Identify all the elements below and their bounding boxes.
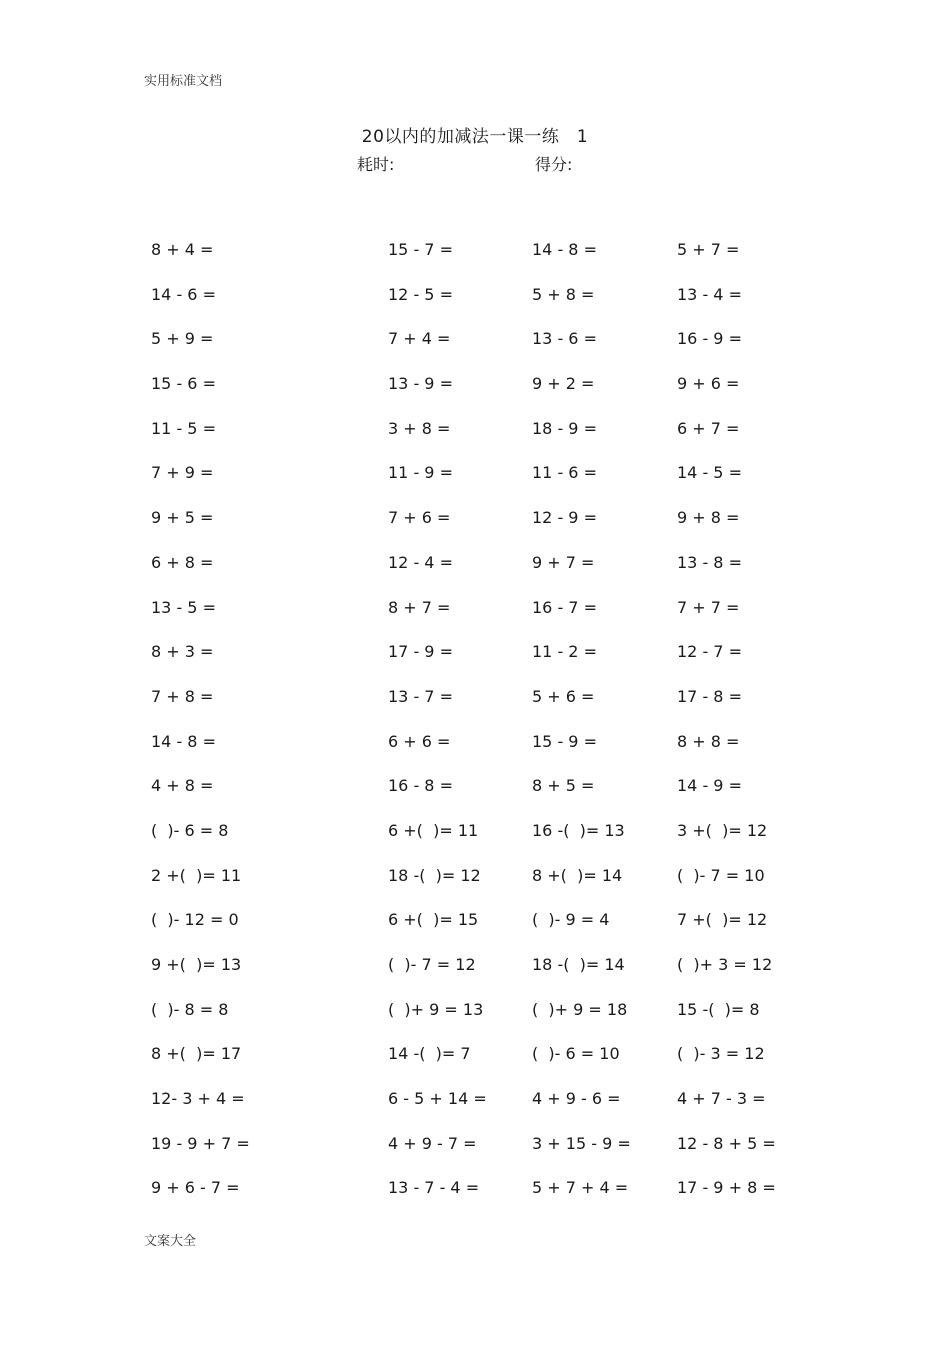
problem-row: [0, 463, 950, 508]
problem-item: ( )+ 3 = 12: [677, 955, 773, 974]
problem-item: 6 + 7 =: [677, 418, 740, 438]
problem-item: 5 + 9 =: [151, 329, 214, 349]
problem-item: ( )- 6 = 8: [151, 820, 229, 840]
problem-row: [0, 1044, 950, 1089]
problem-item: 14 - 8 =: [151, 731, 216, 751]
problem-item: 4 + 8 =: [151, 776, 214, 796]
problem-item: ( )- 8 = 8: [151, 999, 229, 1019]
problem-item: 8 +( )= 17: [151, 1044, 242, 1064]
problem-row: [0, 732, 950, 777]
problem-row: [0, 866, 950, 911]
problem-item: 3 + 8 =: [388, 418, 451, 438]
problem-item: 9 + 5 =: [151, 508, 214, 528]
problem-item: ( )+ 9 = 13: [388, 999, 484, 1019]
problem-item: 11 - 2 =: [532, 642, 597, 662]
problem-item: 6 - 5 + 14 =: [388, 1089, 487, 1109]
problem-item: 9 + 2 =: [532, 374, 595, 394]
problem-item: 9 + 8 =: [677, 508, 740, 528]
problem-item: 13 - 9 =: [388, 374, 453, 394]
problem-item: 7 + 6 =: [388, 508, 451, 528]
problem-row: [0, 553, 950, 598]
problem-item: 14 - 9 =: [677, 776, 742, 796]
problem-row: [0, 1089, 950, 1134]
problem-item: 14 - 8 =: [532, 240, 597, 259]
problem-item: 13 - 7 - 4 =: [388, 1178, 480, 1198]
problem-item: 12 - 9 =: [532, 508, 597, 528]
problem-item: 17 - 9 + 8 =: [677, 1178, 776, 1198]
score-label: 得分:: [535, 155, 573, 174]
problem-item: 16 -( )= 13: [532, 820, 625, 840]
problem-item: 11 - 5 =: [151, 418, 216, 438]
problem-row: [0, 955, 950, 1000]
problem-item: 13 - 5 =: [151, 597, 216, 617]
problem-item: 16 - 9 =: [677, 329, 742, 349]
problem-item: 15 - 9 =: [532, 731, 597, 751]
problem-grid: [0, 240, 950, 1223]
problem-item: ( )+ 9 = 18: [532, 999, 628, 1019]
problem-item: 6 +( )= 15: [388, 910, 479, 930]
problem-item: 15 - 6 =: [151, 374, 216, 394]
problem-item: 5 + 7 + 4 =: [532, 1178, 629, 1198]
problem-row: [0, 687, 950, 732]
problem-item: 5 + 6 =: [532, 686, 595, 706]
problem-item: 17 - 8 =: [677, 686, 742, 706]
problem-item: 7 + 4 =: [388, 329, 451, 349]
problem-item: 13 - 6 =: [532, 329, 597, 349]
problem-item: 9 + 6 =: [677, 374, 740, 394]
problem-item: 13 - 8 =: [677, 552, 742, 572]
problem-item: 7 + 8 =: [151, 686, 214, 706]
problem-item: 19 - 9 + 7 =: [151, 1133, 250, 1153]
problem-item: 8 +( )= 14: [532, 865, 623, 885]
problem-row: [0, 821, 950, 866]
problem-row: [0, 1178, 950, 1223]
problem-item: ( )- 7 = 12: [388, 955, 476, 974]
problem-item: 4 + 9 - 7 =: [388, 1133, 477, 1153]
problem-item: ( )- 6 = 10: [532, 1044, 620, 1064]
problem-row: [0, 374, 950, 419]
problem-item: 13 - 4 =: [677, 284, 742, 304]
footer-note: 文案大全: [144, 1234, 197, 1249]
problem-item: 11 - 6 =: [532, 463, 597, 483]
problem-item: 9 +( )= 13: [151, 955, 242, 974]
problem-item: 18 -( )= 12: [388, 865, 481, 885]
problem-item: 5 + 7 =: [677, 240, 740, 259]
problem-item: 7 +( )= 12: [677, 910, 768, 930]
problem-item: 16 - 8 =: [388, 776, 453, 796]
problem-item: ( )- 9 = 4: [532, 910, 610, 930]
problem-item: 18 - 9 =: [532, 418, 597, 438]
problem-row: [0, 642, 950, 687]
problem-row: [0, 1134, 950, 1179]
problem-row: [0, 285, 950, 330]
problem-item: 16 - 7 =: [532, 597, 597, 617]
problem-row: [0, 1000, 950, 1045]
problem-item: 18 -( )= 14: [532, 955, 625, 974]
problem-row: [0, 329, 950, 374]
problem-item: 14 - 5 =: [677, 463, 742, 483]
problem-row: [0, 419, 950, 464]
problem-item: 14 - 6 =: [151, 284, 216, 304]
problem-item: 7 + 7 =: [677, 597, 740, 617]
problem-item: 15 -( )= 8: [677, 999, 760, 1019]
problem-item: ( )- 3 = 12: [677, 1044, 765, 1064]
problem-item: 7 + 9 =: [151, 463, 214, 483]
problem-row: [0, 776, 950, 821]
problem-item: ( )- 7 = 10: [677, 865, 765, 885]
problem-item: 6 + 6 =: [388, 731, 451, 751]
problem-row: [0, 240, 950, 285]
problem-item: 4 + 7 - 3 =: [677, 1089, 766, 1109]
problem-item: 12 - 4 =: [388, 552, 453, 572]
problem-item: 12- 3 + 4 =: [151, 1089, 245, 1109]
problem-row: [0, 910, 950, 955]
problem-item: 12 - 8 + 5 =: [677, 1133, 776, 1153]
problem-item: ( )- 12 = 0: [151, 910, 239, 930]
problem-item: 8 + 3 =: [151, 642, 214, 662]
problem-item: 9 + 6 - 7 =: [151, 1178, 240, 1198]
problem-row: [0, 598, 950, 643]
problem-item: 8 + 7 =: [388, 597, 451, 617]
problem-item: 2 +( )= 11: [151, 865, 242, 885]
problem-item: 6 +( )= 11: [388, 820, 479, 840]
time-label: 耗时:: [357, 155, 395, 174]
problem-item: 8 + 4 =: [151, 240, 214, 259]
problem-item: 12 - 5 =: [388, 284, 453, 304]
page-title: 20以内的加减法一课一练 1: [361, 127, 589, 147]
problem-item: 17 - 9 =: [388, 642, 453, 662]
problem-item: 11 - 9 =: [388, 463, 453, 483]
problem-item: 5 + 8 =: [532, 284, 595, 304]
problem-item: 8 + 8 =: [677, 731, 740, 751]
problem-item: 12 - 7 =: [677, 642, 742, 662]
problem-item: 6 + 8 =: [151, 552, 214, 572]
problem-item: 8 + 5 =: [532, 776, 595, 796]
problem-item: 3 + 15 - 9 =: [532, 1133, 631, 1153]
problem-item: 3 +( )= 12: [677, 820, 768, 840]
problem-row: [0, 508, 950, 553]
problem-item: 15 - 7 =: [388, 240, 453, 259]
problem-item: 13 - 7 =: [388, 686, 453, 706]
problem-item: 14 -( )= 7: [388, 1044, 471, 1064]
header-note: 实用标准文档: [144, 74, 223, 89]
problem-item: 9 + 7 =: [532, 552, 595, 572]
problem-item: 4 + 9 - 6 =: [532, 1089, 621, 1109]
